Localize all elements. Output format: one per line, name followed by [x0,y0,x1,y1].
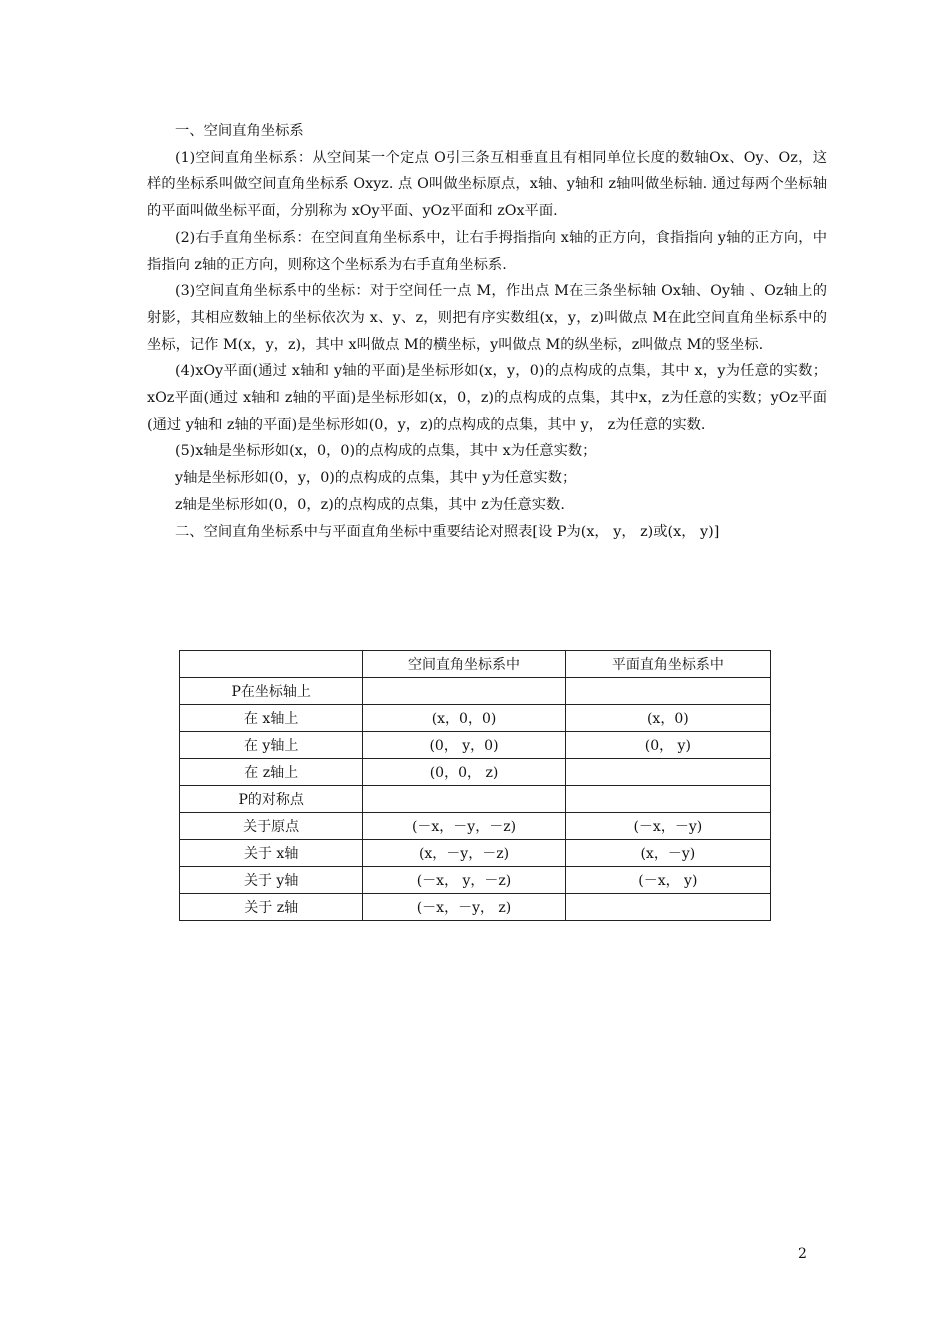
table-cell: 关于原点 [180,813,363,840]
table-cell: P在坐标轴上 [180,678,363,705]
table-row [180,732,771,759]
paragraph-5a: (5)x轴是坐标形如(x，0，0)的点构成的点集，其中 x为任意实数； [175,443,597,460]
body-text [147,118,827,545]
section2-heading: 二、空间直角坐标系中与平面直角坐标中重要结论对照表[设 P为(x， y， z)或(x， y)] [175,523,720,540]
table-cell: (－x，－y，－z) [363,813,565,840]
paragraph-3: (3)空间直角坐标系中的坐标：对于空间任一点 M，作出点 M在三条坐标轴 Ox轴、Oy轴 、Oz轴上的射影，其相应数轴上的坐标依次为 x、y、z，则把有序实数组(x，y，z)叫做点 M在此空间直角坐标系中的坐标，记作 M(x，y，z)，其中 x叫做点 M的横坐标，y叫做点 M的纵坐标，z叫做点 M的竖坐标. [147,283,827,353]
paragraph-1: (1)空间直角坐标系：从空间某一个定点 O引三条互相垂直且有相同单位长度的数轴Ox、Oy、Oz，这样的坐标系叫做空间直角坐标系 Oxyz. 点 O叫做坐标原点，x轴、y轴和 z轴叫做坐标轴. 通过每两个坐标轴的平面叫做坐标平面，分别称为 xOy平面、yOz平面和 zOx平面. [147,149,827,220]
section1-heading: 一、空间直角坐标系 [175,123,304,139]
table-cell [565,894,770,921]
table-cell: (0， y，0) [363,732,565,759]
table-cell: (－x，－y) [565,813,770,840]
table-cell: (x，－y) [565,840,770,867]
table-cell [565,786,770,813]
page-number: 2 [798,1246,807,1262]
table-row [180,759,771,786]
table-row [180,894,771,921]
table-row [180,867,771,894]
table-cell [363,786,565,813]
table-row [180,678,771,705]
table-cell: (x，－y，－z) [363,840,565,867]
table-cell [363,678,565,705]
table-row [180,813,771,840]
table-cell: (x，0，0) [363,705,565,732]
table-cell: 在 x轴上 [180,705,363,732]
table-cell: 在 z轴上 [180,759,363,786]
paragraph-2: (2)右手直角坐标系：在空间直角坐标系中，让右手拇指指向 x轴的正方向，食指指向 y轴的正方向，中指指向 z轴的正方向，则称这个坐标系为右手直角坐标系. [147,229,827,273]
header-cell: 空间直角坐标系中 [363,651,565,678]
table-header-row [180,651,771,678]
table-cell: (－x， y，－z) [363,867,565,894]
table-cell [565,759,770,786]
table-cell: (－x，－y， z) [363,894,565,921]
table-row [180,786,771,813]
header-cell [180,651,363,678]
table-cell: P的对称点 [180,786,363,813]
table-cell: (－x， y) [565,867,770,894]
table-cell: 关于 z轴 [180,894,363,921]
header-cell: 平面直角坐标系中 [565,651,770,678]
table-cell: 关于 y轴 [180,867,363,894]
comparison-table [179,650,771,921]
table-cell: 关于 x轴 [180,840,363,867]
table-row [180,705,771,732]
table-row [180,840,771,867]
table-cell [565,678,770,705]
table-cell: (x，0) [565,705,770,732]
paragraph-5c: z轴是坐标形如(0，0，z)的点构成的点集，其中 z为任意实数. [175,496,565,513]
paragraph-4: (4)xOy平面(通过 x轴和 y轴的平面)是坐标形如(x，y，0)的点构成的点集，其中 x，y为任意的实数；xOz平面(通过 x轴和 z轴的平面)是坐标形如(x，0，z)的点构成的点集，其中x，z为任意的实数；yOz平面(通过 y轴和 z轴的平面)是坐标形如(0，y，z)的点构成的点集，其中 y， z为任意的实数. [147,363,827,433]
table-cell: (0，0， z) [363,759,565,786]
table-cell: 在 y轴上 [180,732,363,759]
paragraph-5b: y轴是坐标形如(0，y，0)的点构成的点集，其中 y为任意实数； [175,470,577,487]
table-cell: (0， y) [565,732,770,759]
